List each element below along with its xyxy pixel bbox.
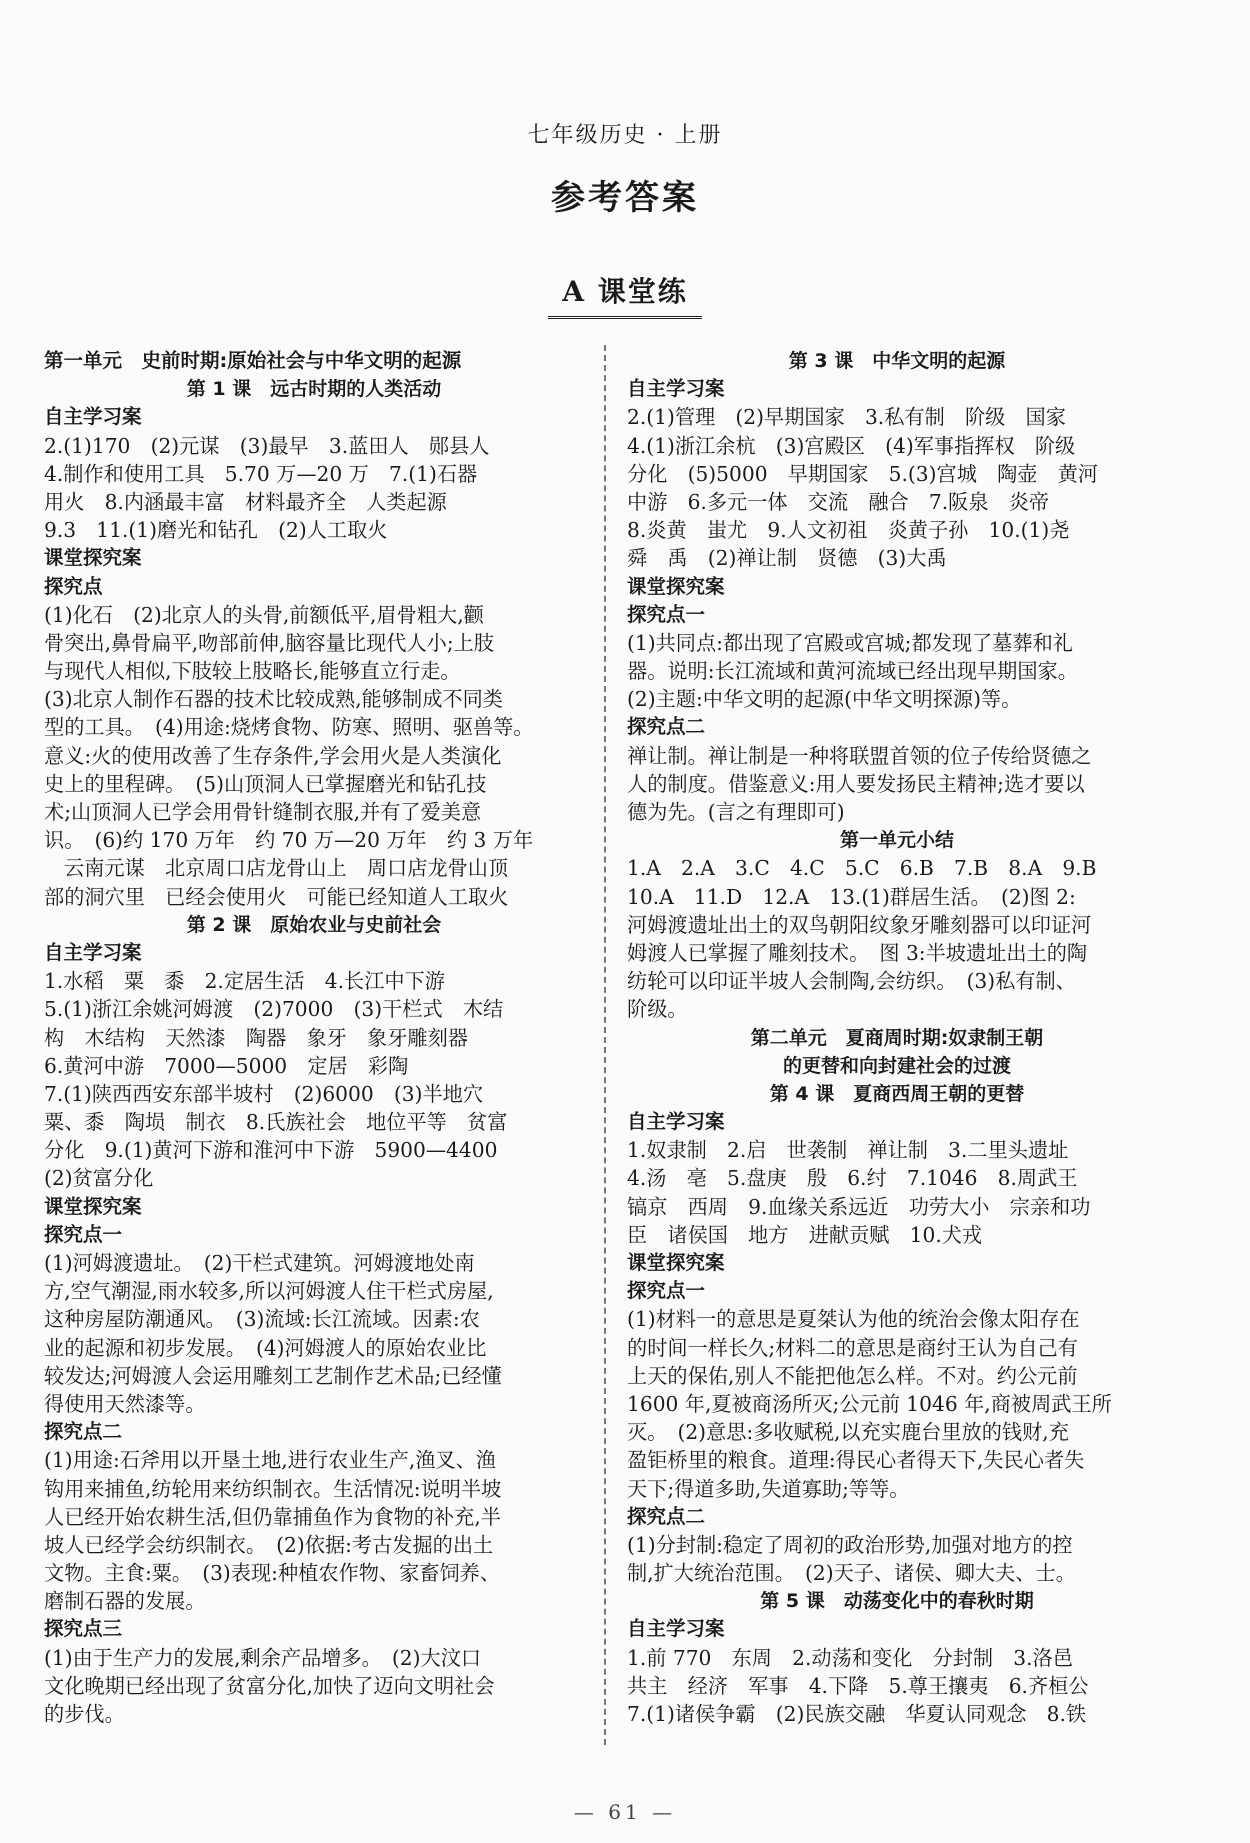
doc-title: 参考答案 bbox=[551, 178, 699, 218]
answer-line: 文物。主食:粟。 (3)表现:种植农作物、家畜饲养、 bbox=[44, 1561, 501, 1586]
answer-line: 天下;得道多助,失道寡助;等等。 bbox=[627, 1476, 910, 1501]
answer-line: 中游 6.多元一体 交流 融合 7.阪泉 炎帝 bbox=[627, 489, 1050, 514]
answer-line: 阶级。 bbox=[627, 997, 688, 1022]
lesson-heading: 第 5 课 动荡变化中的春秋时期 bbox=[760, 1590, 1034, 1613]
answer-line: 1600 年,夏被商汤所灭;公元前 1046 年,商被周武王所 bbox=[627, 1391, 1112, 1416]
answer-line: (1)由于生产力的发展,剩余产品增多。 (2)大汶口 bbox=[44, 1645, 482, 1670]
answer-line: 的时间一样长久;材料二的意思是商纣王认为自己有 bbox=[627, 1335, 1078, 1360]
section-title: A 课堂练 bbox=[548, 270, 701, 319]
answer-line: 4.汤 亳 5.盘庚 殷 6.纣 7.1046 8.周武王 bbox=[627, 1166, 1078, 1191]
answer-line: 粟、黍 陶埙 制衣 8.氏族社会 地位平等 贫富 bbox=[44, 1110, 508, 1135]
answer-line: 1.奴隶制 2.启 世袭制 禅让制 3.二里头遗址 bbox=[627, 1138, 1069, 1163]
right-column bbox=[627, 347, 1167, 1728]
answer-line: (1)河姆渡遗址。 (2)干栏式建筑。河姆渡地处南 bbox=[44, 1251, 475, 1275]
answer-line: (1)分封制:稳定了周初的政治形势,加强对地方的控 bbox=[627, 1532, 1073, 1557]
answer-line: 河姆渡遗址出土的双鸟朝阳纹象牙雕刻器可以印证河 bbox=[627, 912, 1092, 937]
subsection-heading: 探究点二 bbox=[44, 1420, 123, 1444]
answer-line: 分化 9.(1)黄河下游和淮河中下游 5900—4400 bbox=[44, 1138, 498, 1163]
answer-line: 4.制作和使用工具 5.70 万—20 万 7.(1)石器 bbox=[44, 461, 478, 486]
answer-line: 1.前 770 东周 2.动荡和变化 分封制 3.洛邑 bbox=[627, 1645, 1073, 1670]
answer-line: 7.(1)陕西西安东部半坡村 (2)6000 (3)半地穴 bbox=[44, 1081, 484, 1106]
lesson-heading: 第 2 课 原始农业与史前社会 bbox=[186, 913, 442, 936]
subsection-heading: 自主学习案 bbox=[44, 940, 142, 964]
subsection-heading: 自主学习案 bbox=[627, 377, 725, 401]
answer-line: 盈钜桥里的粮食。道理:得民心者得天下,失民心者失 bbox=[627, 1448, 1085, 1473]
answer-line: 姆渡人已掌握了雕刻技术。 图 3:半坡遗址出土的陶 bbox=[627, 940, 1088, 965]
subsection-heading: 探究点 bbox=[44, 574, 103, 598]
page-number: — 61 — bbox=[573, 1800, 677, 1824]
answer-line: (1)化石 (2)北京人的头骨,前额低平,眉骨粗大,颧 bbox=[44, 602, 484, 627]
answer-line: 史上的里程碑。 (5)山顶洞人已掌握磨光和钻孔技 bbox=[44, 771, 487, 796]
subsection-heading: 自主学习案 bbox=[627, 1617, 725, 1641]
answer-line: 共主 经济 军事 4.下降 5.尊王攘夷 6.齐桓公 bbox=[627, 1673, 1089, 1698]
answer-line: 灭。 (2)意思:多收赋税,以充实鹿台里放的钱财,充 bbox=[627, 1420, 1069, 1445]
subsection-heading: 课堂探究案 bbox=[44, 1194, 142, 1218]
answer-line: 人已经开始农耕生活,但仍靠捕鱼作为食物的补充,半 bbox=[44, 1504, 501, 1529]
answer-line: 识。 (6)约 170 万年 约 70 万—20 万年 约 3 万年 bbox=[44, 828, 534, 853]
answer-line: 术;山顶洞人已学会用骨针缝制衣服,并有了爱美意 bbox=[44, 800, 482, 824]
answer-line: 1.水稻 粟 黍 2.定居生活 4.长江中下游 bbox=[44, 969, 445, 994]
answer-line: 磨制石器的发展。 bbox=[44, 1589, 206, 1614]
answer-line: 的步伐。 bbox=[44, 1702, 125, 1726]
subsection-heading: 自主学习案 bbox=[44, 405, 142, 429]
subsection-heading: 探究点一 bbox=[627, 602, 706, 626]
answer-line: 人的制度。借鉴意义:用人要发扬民主精神;选才要以 bbox=[627, 771, 1085, 796]
answer-line: 用火 8.内涵最丰富 材料最齐全 人类起源 bbox=[44, 489, 447, 514]
answer-line: (2)主题:中华文明的起源(中华文明探源)等。 bbox=[627, 687, 1022, 712]
lesson-heading: 第 1 课 远古时期的人类活动 bbox=[186, 378, 442, 401]
subsection-heading: 课堂探究案 bbox=[44, 546, 142, 570]
answer-line: (2)贫富分化 bbox=[44, 1166, 154, 1191]
answer-line: (1)用途:石斧用以开垦土地,进行农业生产,渔叉、渔 bbox=[44, 1448, 496, 1473]
lesson-heading: 第二单元 夏商周时期:奴隶制王朝 bbox=[750, 1026, 1044, 1049]
answer-line: 9.3 11.(1)磨光和钻孔 (2)人工取火 bbox=[44, 518, 388, 543]
left-column bbox=[44, 347, 584, 1728]
answer-line: 骨突出,鼻骨扁平,吻部前伸,脑容量比现代人小;上肢 bbox=[44, 630, 494, 655]
answer-line: 4.(1)浙江余杭 (3)宫殿区 (4)军事指挥权 阶级 bbox=[627, 433, 1076, 458]
answer-line: 文化晚期已经出现了贫富分化,加快了迈向文明社会 bbox=[44, 1673, 495, 1698]
subsection-heading: 自主学习案 bbox=[627, 1110, 725, 1134]
answer-line: (1)材料一的意思是夏桀认为他的统治会像太阳存在 bbox=[627, 1307, 1080, 1332]
answer-line: 禅让制。禅让制是一种将联盟首领的位子传给贤德之 bbox=[627, 743, 1092, 768]
answer-line: 分化 (5)5000 早期国家 5.(3)宫城 陶壶 黄河 bbox=[627, 461, 1099, 486]
subsection-heading: 探究点二 bbox=[627, 715, 706, 739]
lesson-heading: 第 3 课 中华文明的起源 bbox=[788, 350, 1006, 372]
answer-line: 构 木结构 天然漆 陶器 象牙 象牙雕刻器 bbox=[44, 1025, 468, 1050]
answer-line: 这种房屋防潮通风。 (3)流域:长江流域。因素:农 bbox=[44, 1307, 480, 1332]
answer-line: 德为先。(言之有理即可) bbox=[627, 800, 845, 824]
answer-line: 制,扩大统治范围。 (2)天子、诸侯、卿大夫、士。 bbox=[627, 1561, 1076, 1586]
answer-line: 坡人已经学会纺织制衣。 (2)依据:考古发掘的出土 bbox=[44, 1532, 494, 1557]
subsection-heading: 探究点一 bbox=[627, 1279, 706, 1303]
answer-line: (1)共同点:都出现了宫殿或宫城;都发现了墓葬和礼 bbox=[627, 630, 1073, 655]
subsection-heading: 探究点三 bbox=[44, 1617, 123, 1641]
answer-line: 纺轮可以印证半坡人会制陶,会纺织。 (3)私有制、 bbox=[627, 969, 1076, 994]
lesson-heading: 的更替和向封建社会的过渡 bbox=[782, 1054, 1011, 1077]
answer-line: 7.(1)诸侯争霸 (2)民族交融 华夏认同观念 8.铁 bbox=[627, 1702, 1087, 1726]
subsection-heading: 探究点一 bbox=[44, 1222, 123, 1246]
answer-line: 5.(1)浙江余姚河姆渡 (2)7000 (3)干栏式 木结 bbox=[44, 997, 504, 1022]
answer-line: 与现代人相似,下肢较上肢略长,能够直立行走。 bbox=[44, 659, 461, 684]
book-title: 七年级历史 · 上册 bbox=[527, 123, 723, 148]
unit-heading: 第一单元 史前时期:原始社会与中华文明的起源 bbox=[44, 349, 462, 372]
answer-line: 方,空气潮湿,雨水较多,所以河姆渡人住干栏式房屋, bbox=[44, 1279, 494, 1304]
answer-line: 云南元谋 北京周口店龙骨山上 周口店龙骨山顶 bbox=[64, 856, 509, 881]
subsection-heading: 探究点二 bbox=[627, 1504, 706, 1528]
answer-line: 舜 禹 (2)禅让制 贤德 (3)大禹 bbox=[627, 546, 947, 571]
answer-line: 意义:火的使用改善了生存条件,学会用火是人类演化 bbox=[44, 743, 502, 768]
column-divider bbox=[604, 345, 606, 1745]
answer-line: 2.(1)管理 (2)早期国家 3.私有制 阶级 国家 bbox=[627, 405, 1066, 430]
answer-line: 较发达;河姆渡人会运用雕刻工艺制作艺术品;已经懂 bbox=[44, 1363, 502, 1388]
subsection-heading: 课堂探究案 bbox=[627, 1251, 725, 1274]
answer-line: 上天的保佑,别人不能把他怎么样。不对。约公元前 bbox=[627, 1363, 1078, 1388]
subsection-heading: 课堂探究案 bbox=[627, 574, 725, 598]
answer-line: 臣 诸侯国 地方 进献贡赋 10.犬戎 bbox=[627, 1222, 983, 1247]
answer-line: 10.A 11.D 12.A 13.(1)群居生活。 (2)图 2: bbox=[627, 884, 1076, 909]
answer-line: 钩用来捕鱼,纺轮用来纺织制衣。生活情况:说明半坡 bbox=[44, 1476, 502, 1501]
answer-line: 镐京 西周 9.血缘关系远近 功劳大小 宗亲和功 bbox=[627, 1194, 1091, 1219]
answer-line: 型的工具。 (4)用途:烧烤食物、防寒、照明、驱兽等。 bbox=[44, 715, 534, 740]
lesson-heading: 第 4 课 夏商西周王朝的更替 bbox=[769, 1082, 1025, 1105]
answer-line: 6.黄河中游 7000—5000 定居 彩陶 bbox=[44, 1053, 409, 1078]
lesson-heading: 第一单元小结 bbox=[839, 829, 954, 852]
answer-line: (3)北京人制作石器的技术比较成熟,能够制成不同类 bbox=[44, 687, 503, 712]
answer-line: 得使用天然漆等。 bbox=[44, 1391, 206, 1416]
answer-line: 业的起源和初步发展。 (4)河姆渡人的原始农业比 bbox=[44, 1335, 487, 1360]
answer-line: 部的洞穴里 已经会使用火 可能已经知道人工取火 bbox=[44, 884, 509, 909]
answer-line: 2.(1)170 (2)元谋 (3)最早 3.蓝田人 郧县人 bbox=[44, 433, 490, 458]
answer-line: 器。说明:长江流域和黄河流域已经出现早期国家。 bbox=[627, 659, 1078, 684]
section-banner bbox=[0, 270, 1250, 319]
answer-line: 1.A 2.A 3.C 4.C 5.C 6.B 7.B 8.A 9.B bbox=[627, 856, 1097, 881]
answer-line: 8.炎黄 蚩尤 9.人文初祖 炎黄子孙 10.(1)尧 bbox=[627, 518, 1070, 543]
